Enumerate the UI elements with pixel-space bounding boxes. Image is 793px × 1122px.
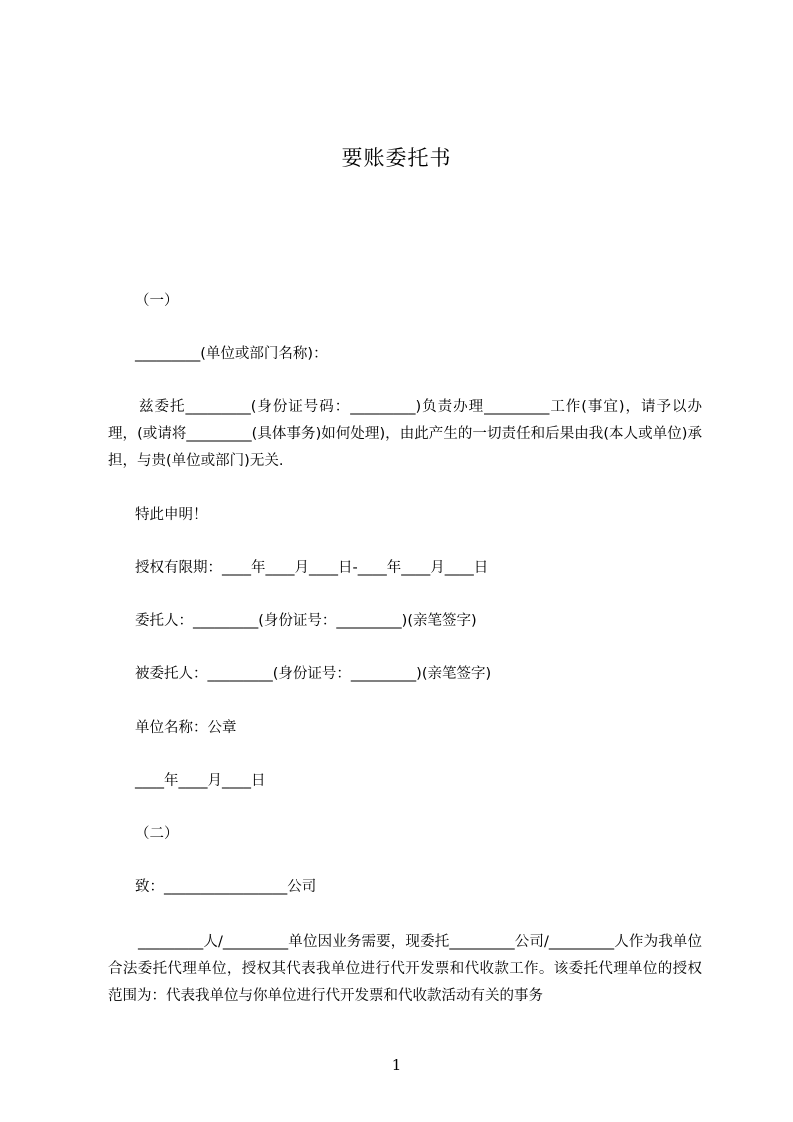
agent-signature-line: 被委托人：_________(身份证号：_________)(亲笔签字) [135, 666, 492, 682]
section-two-heading: （二） [135, 826, 179, 842]
entrustment-paragraph [108, 394, 702, 475]
agency-paragraph [108, 929, 702, 1010]
validity-period-line: 授权有限期：____年____月____日-____年____月____日 [135, 560, 489, 576]
agency-text: _________人/_________单位因业务需要，现委托_________公司/_________人作为我单位合法委托代理单位，授权其代表我单位进行代开发票和代收款工作。该委托代理单位的授权范围为：代表我单位与你单位进行代开发票和代收款活动有关的事务 [108, 934, 702, 1004]
entrustment-text: 兹委托_________(身份证号码：_________)负责办理_________工作(事宜)，请予以办理，(或请将_________(具体事务)如何处理)，由此产生的一切责任和后果由我(本人或单位)承担，与贵(单位或部门)无关. [108, 399, 702, 469]
declaration-line: 特此申明！ [135, 507, 208, 523]
principal-signature-line: 委托人：_________(身份证号：_________)(亲笔签字) [135, 613, 477, 629]
date-line: ____年____月____日 [135, 773, 266, 789]
recipient-company-line: 致：_________________公司 [135, 879, 317, 895]
addressee-line: _________(单位或部门名称)： [135, 346, 328, 362]
document-title: 要账委托书 [341, 146, 452, 170]
unit-seal-line: 单位名称：公章 [135, 720, 237, 736]
section-one-heading: （一） [135, 293, 179, 309]
page-number: 1 [391, 1056, 402, 1074]
